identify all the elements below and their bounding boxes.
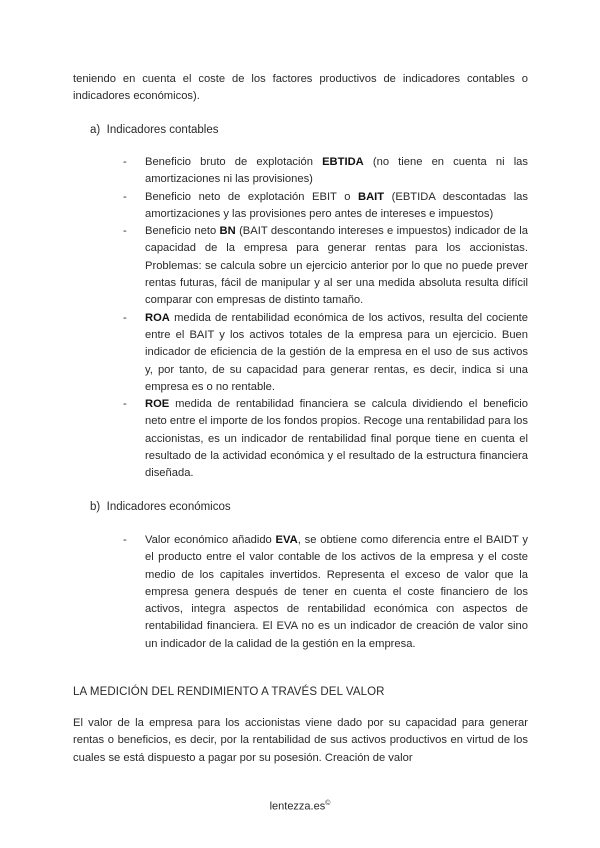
section-heading-valor: LA MEDICIÓN DEL RENDIMIENTO A TRAVÉS DEL VALOR — [73, 686, 385, 698]
item-text-pre: Beneficio neto — [145, 225, 220, 238]
item-text-pre: Beneficio bruto de explotación — [145, 156, 323, 168]
item-text-post: (BAIT descontando intereses e impuestos) indicador de la capacidad de la empresa para generar rentas para los accionistas. Problemas: se calcula sobre un ejercicio anterior por lo que no puede prever rentas futuras, fácil de manipular y al ser una medida absoluta resulta difícil comparar con empresas de distinto tamaño. — [145, 225, 529, 307]
intro-paragraph: teniendo en cuenta el coste de los factores productivos de indicadores contables o indicadores económicos). — [73, 73, 528, 103]
item-term: EBTIDA — [322, 156, 364, 168]
section-b-title: Indicadores económicos — [106, 501, 231, 513]
item-term: EVA — [275, 534, 298, 546]
item-text-pre: Valor económico añadido — [145, 534, 276, 546]
section-b-heading — [90, 499, 231, 516]
list-item — [123, 223, 528, 309]
item-text-post: (EBTIDA descontadas las amortizaciones y las provisiones pero antes de intereses e impuestos) — [145, 190, 529, 220]
list-dash: - — [123, 156, 127, 168]
page-footer — [0, 795, 600, 816]
item-text-post: medida de rentabilidad financiera se calcula dividiendo el beneficio neto entre el importe de los fondos propios. Recoge una rentabilidad para los accionistas, es un indicador de rentabilidad final porque tiene en cuenta el resultado de la actividad económica y el resultado de la estructura financiera diseñada. — [145, 398, 528, 480]
item-text-pre: Beneficio neto de explotación EBIT o — [145, 190, 358, 203]
list-dash: - — [123, 225, 127, 238]
item-term: BAIT — [358, 190, 385, 203]
footer-site: lentezza.es — [269, 800, 326, 813]
economicos-list — [123, 532, 528, 653]
item-text-post: (no tiene en cuenta ni las amortizaciones ni las provisiones) — [145, 156, 529, 186]
item-term: ROA — [145, 311, 170, 324]
list-item — [123, 154, 528, 189]
list-dash: - — [123, 190, 127, 203]
list-dash: - — [123, 311, 127, 324]
final-paragraph: El valor de la empresa para los accionistas viene dado por su capacidad para generar rentas o beneficios, es decir, por la rentabilidad de sus activos productivos en virtud de los cuales se está dispuesto a pagar por su posesión. Creación de valor — [73, 717, 528, 764]
list-item — [123, 189, 528, 224]
section-b-marker: b) — [90, 501, 101, 513]
item-term: ROE — [145, 398, 170, 411]
item-term: BN — [219, 225, 236, 238]
copyright-mark: © — [325, 800, 331, 807]
item-text-post: , se obtiene como diferencia entre el BAIDT y el producto entre el valor contable de los activos de la empresa y el coste medio de los capitales invertidos. Representa el exceso de valor que la empresa genera después de tener en cuenta el coste financiero de los activos, integra aspectos de rentabilidad económica con aspectos de rentabilidad financiera. El EVA no es un indicador de creación de valor sino un indicador de la calidad de la gestión en la empresa. — [145, 534, 529, 650]
contables-list — [123, 154, 528, 483]
list-dash: - — [123, 398, 127, 411]
item-text-post: medida de rentabilidad económica de los activos, resulta del cociente entre el BAIT y los activos totales de la empresa para un ejercicio. Buen indicador de eficiencia de la gestión de la empresa en el uso de sus activos y, por tanto, de su capacidad para generar rentas, es decir, indica si una empresa es o no rentable. — [145, 311, 528, 393]
list-item — [123, 310, 528, 396]
list-dash: - — [123, 534, 127, 546]
list-item — [123, 532, 528, 653]
section-a-marker: a) — [90, 124, 101, 136]
section-a-heading — [90, 122, 219, 139]
section-a-title: Indicadores contables — [106, 124, 219, 136]
list-item — [123, 396, 528, 482]
